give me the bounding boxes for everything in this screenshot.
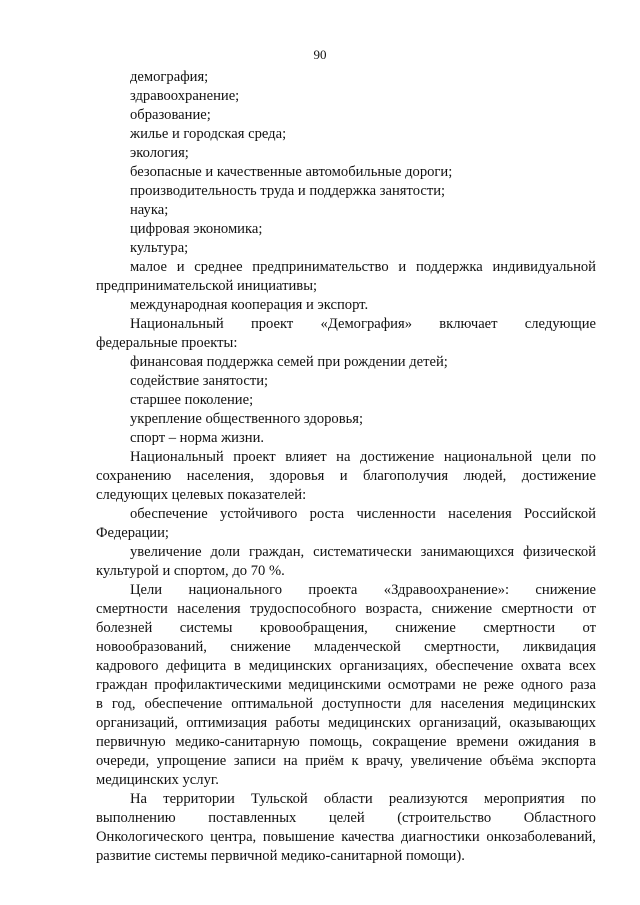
word: На: [130, 791, 148, 807]
word: занимающихся: [420, 544, 515, 560]
word: малое: [130, 259, 167, 275]
word: национального: [188, 582, 283, 598]
word: благополучия: [362, 468, 449, 484]
word: по: [580, 791, 596, 807]
paragraph-line: [96, 676, 596, 695]
word: достижение: [521, 468, 596, 484]
paragraph-line: [96, 733, 596, 752]
list-item: содействие занятости;: [130, 373, 269, 389]
word: реже: [483, 677, 514, 693]
word: смертности: [96, 601, 168, 617]
list-item: демография;: [130, 69, 209, 85]
list-item-msp-line: [96, 258, 596, 277]
word: сокращение: [372, 734, 447, 750]
word: доли: [210, 544, 241, 560]
word: достижение: [360, 449, 435, 465]
list-item: экология;: [130, 145, 189, 161]
word: времени: [456, 734, 509, 750]
paragraph-line: [96, 790, 596, 809]
word: целей: [328, 810, 365, 826]
paragraph-line: федеральные проекты:: [96, 335, 238, 351]
word: мероприятия: [483, 791, 565, 807]
list-item: старшее поколение;: [130, 392, 254, 408]
word: повышение: [262, 829, 335, 845]
word: новообразований,: [96, 639, 207, 655]
paragraph-line: [96, 657, 596, 676]
word: увеличение: [410, 753, 483, 769]
word: упрощение: [156, 753, 227, 769]
word: области: [323, 791, 373, 807]
word: центра,: [210, 829, 257, 845]
word: людей,: [463, 468, 507, 484]
word: и: [176, 259, 185, 275]
word: работы: [275, 715, 320, 731]
word: «Здравоохранение»:: [383, 582, 510, 598]
word: от: [582, 620, 596, 636]
word: населения: [177, 601, 241, 617]
word: качества: [341, 829, 395, 845]
word: проект: [250, 316, 294, 332]
word: следующие: [524, 316, 596, 332]
word: смертности: [501, 601, 574, 617]
word: выполнению: [96, 810, 176, 826]
word: Тульской: [251, 791, 308, 807]
word: врачу,: [366, 753, 403, 769]
word: приём: [305, 753, 344, 769]
word: дефицита: [166, 658, 227, 674]
word: снижение: [230, 639, 291, 655]
page-number: 90: [313, 47, 327, 62]
list-item: наука;: [130, 202, 169, 218]
word: первичную: [96, 734, 166, 750]
word: Российской: [524, 506, 596, 522]
word: на: [283, 753, 298, 769]
word: реализуются: [388, 791, 468, 807]
word: кадрового: [96, 658, 159, 674]
word: медицинских: [248, 658, 332, 674]
word: для: [410, 696, 432, 712]
list-item: безопасные и качественные автомобильные дороги;: [130, 164, 453, 180]
word: профилактическими: [154, 677, 282, 693]
word: среднее: [194, 259, 243, 275]
word: обеспечение: [435, 658, 514, 674]
word: сохранению: [96, 468, 172, 484]
word: помощь,: [309, 734, 363, 750]
list-item: цифровая экономика;: [130, 221, 263, 237]
list-item: жилье и городская среда;: [130, 126, 287, 142]
paragraph-line: следующих целевых показателей:: [96, 487, 307, 503]
paragraph-line: [96, 619, 596, 638]
list-item: укрепление общественного здоровья;: [130, 411, 364, 427]
word: Национальный: [130, 316, 224, 332]
word: снижение: [431, 601, 493, 617]
paragraph-line: [96, 448, 596, 467]
word: физической: [523, 544, 596, 560]
word: включает: [439, 316, 498, 332]
paragraph-line: [96, 714, 596, 733]
word: возраста,: [365, 601, 423, 617]
word: населения: [448, 506, 512, 522]
list-item: здравоохранение;: [130, 88, 240, 104]
word: устойчивого: [220, 506, 298, 522]
word: обеспечение: [130, 506, 208, 522]
word: населения: [440, 696, 505, 712]
word: поставленных: [208, 810, 297, 826]
word: оптимальной: [231, 696, 314, 712]
paragraph-line: [96, 467, 596, 486]
word: роста: [309, 506, 345, 522]
paragraph-line: [96, 315, 596, 334]
word: обеспечение: [144, 696, 223, 712]
word: Цели: [130, 582, 163, 598]
word: кровообращения,: [259, 620, 368, 636]
list-item: международная кооперация и экспорт.: [130, 297, 369, 313]
word: организаций,: [419, 715, 502, 731]
word: Национальный: [130, 449, 224, 465]
paragraph-line: [96, 505, 596, 524]
word: осмотрами: [387, 677, 456, 693]
paragraph-line: [96, 695, 596, 714]
word: граждан: [96, 677, 148, 693]
word: снижение: [535, 582, 596, 598]
word: проект: [233, 449, 276, 465]
word: населения,: [186, 468, 254, 484]
word: и: [339, 468, 348, 484]
word: от: [582, 601, 596, 617]
word: всех: [568, 658, 596, 674]
word: медико-санитарную: [175, 734, 300, 750]
word: Онкологического: [96, 829, 204, 845]
word: систематически: [313, 544, 412, 560]
word: организаций,: [96, 715, 178, 731]
word: на: [336, 449, 351, 465]
word: объёма: [489, 753, 534, 769]
word: снижение: [395, 620, 456, 636]
word: предпринимательство: [252, 259, 389, 275]
word: национальной: [443, 449, 533, 465]
word: смертности,: [424, 639, 500, 655]
word: в: [589, 734, 596, 750]
word: медицинских: [328, 715, 411, 731]
list-item: финансовая поддержка семей при рождении детей;: [130, 354, 448, 370]
word: не: [462, 677, 477, 693]
list-item-msp-continuation: предпринимательской инициативы;: [96, 278, 318, 294]
paragraph-line: развитие системы первичной медико-санитарной помощи).: [96, 848, 465, 864]
word: системы: [179, 620, 233, 636]
word: охвата: [521, 658, 562, 674]
paragraph-line: [96, 638, 596, 657]
paragraph-line: [96, 581, 596, 600]
word: численности: [356, 506, 436, 522]
word: к: [351, 753, 359, 769]
word: территории: [163, 791, 235, 807]
word: болезней: [96, 620, 153, 636]
word: ликвидация: [522, 639, 596, 655]
word: экспорта: [541, 753, 596, 769]
word: медицинскими: [288, 677, 382, 693]
word: онкозаболеваний,: [486, 829, 596, 845]
word: поддержка: [415, 259, 483, 275]
word: индивидуальной: [492, 259, 596, 275]
paragraph-line: [96, 543, 596, 562]
list-item: спорт – норма жизни.: [130, 430, 265, 446]
document-body: [96, 68, 596, 866]
word: проекта: [308, 582, 358, 598]
paragraph-line: [96, 600, 596, 619]
word: цели: [541, 449, 572, 465]
word: (строительство: [397, 810, 492, 826]
word: ожидания: [518, 734, 580, 750]
word: доступности: [322, 696, 402, 712]
paragraph-line: [96, 809, 596, 828]
word: трудоспособного: [249, 601, 357, 617]
word: оптимизация: [186, 715, 268, 731]
word: граждан,: [249, 544, 305, 560]
word: в: [96, 696, 103, 712]
word: диагностики: [400, 829, 480, 845]
word: здоровья: [269, 468, 325, 484]
word: и: [398, 259, 407, 275]
word: одного: [520, 677, 564, 693]
paragraph-line: медицинских услуг.: [96, 772, 219, 788]
paragraph-line: культурой и спортом, до 70 %.: [96, 563, 285, 579]
list-item: культура;: [130, 240, 189, 256]
word: очереди,: [96, 753, 150, 769]
word: по: [580, 449, 596, 465]
word: год,: [111, 696, 136, 712]
word: медицинских: [513, 696, 596, 712]
word: записи: [233, 753, 276, 769]
word: Областного: [523, 810, 596, 826]
paragraph-line: [96, 752, 596, 771]
list-item: образование;: [130, 107, 211, 123]
list-item: производительность труда и поддержка занятости;: [130, 183, 446, 199]
word: смертности: [483, 620, 556, 636]
word: организациях,: [339, 658, 428, 674]
word: раза: [569, 677, 596, 693]
word: младенческой: [314, 639, 401, 655]
word: оказывающих: [509, 715, 596, 731]
word: увеличение: [130, 544, 202, 560]
paragraph-line: [96, 828, 596, 847]
word: «Демография»: [320, 316, 413, 332]
paragraph-line: Федерации;: [96, 525, 169, 541]
word: влияет: [285, 449, 327, 465]
word: в: [234, 658, 241, 674]
